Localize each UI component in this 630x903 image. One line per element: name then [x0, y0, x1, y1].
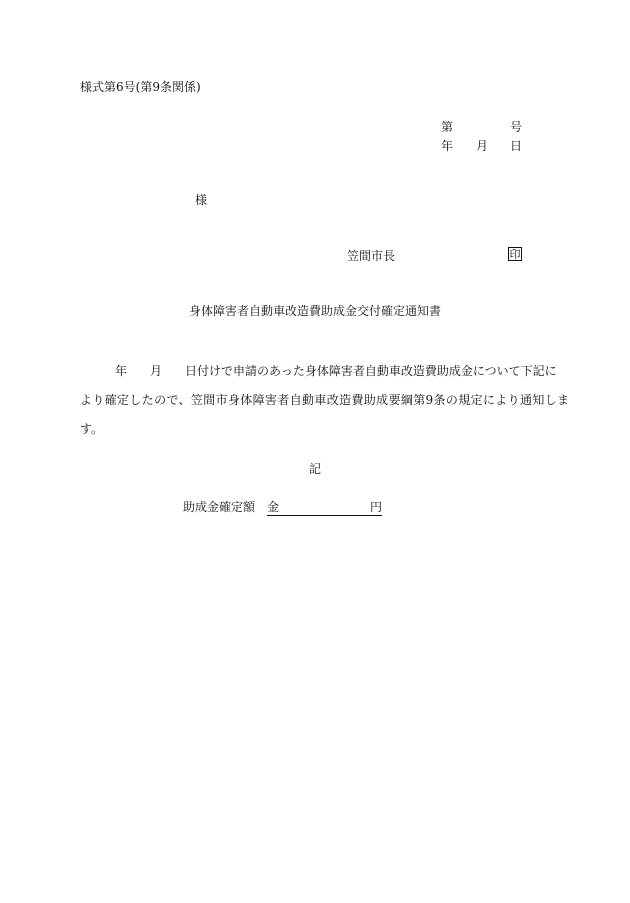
- document-number-suffix: 号: [509, 120, 522, 134]
- amount-prefix: 金: [267, 500, 280, 514]
- body-line-3: す。: [80, 422, 104, 436]
- issue-date: [441, 140, 522, 152]
- date-year: 年: [441, 139, 454, 153]
- body-year: 年: [115, 364, 128, 378]
- document-number: [441, 121, 522, 133]
- body-line-1: [115, 364, 557, 378]
- issuer-title: 笠間市長: [347, 249, 396, 263]
- date-month: 月: [476, 139, 489, 153]
- amount-field: [267, 501, 382, 516]
- ki-heading: 記: [308, 462, 321, 476]
- body-month: 月: [150, 364, 163, 378]
- document-title: 身体障害者自動車改造費助成金交付確定通知書: [188, 304, 441, 318]
- seal-mark: 印: [509, 247, 521, 261]
- amount-suffix: 円: [369, 500, 382, 514]
- body-line-2: より確定したので、笠間市身体障害者自動車改造費助成要綱第9条の規定により通知しま: [80, 393, 570, 407]
- recipient-honorific: 様: [195, 193, 208, 207]
- date-day: 日: [509, 139, 522, 153]
- form-number: 様式第6号(第9条関係): [80, 80, 201, 94]
- document-number-prefix: 第: [441, 120, 454, 134]
- amount-label: 助成金確定額: [183, 500, 256, 514]
- body-line-1-text: 日付けで申請のあった身体障害者自動車改造費助成金について下記に: [185, 364, 557, 378]
